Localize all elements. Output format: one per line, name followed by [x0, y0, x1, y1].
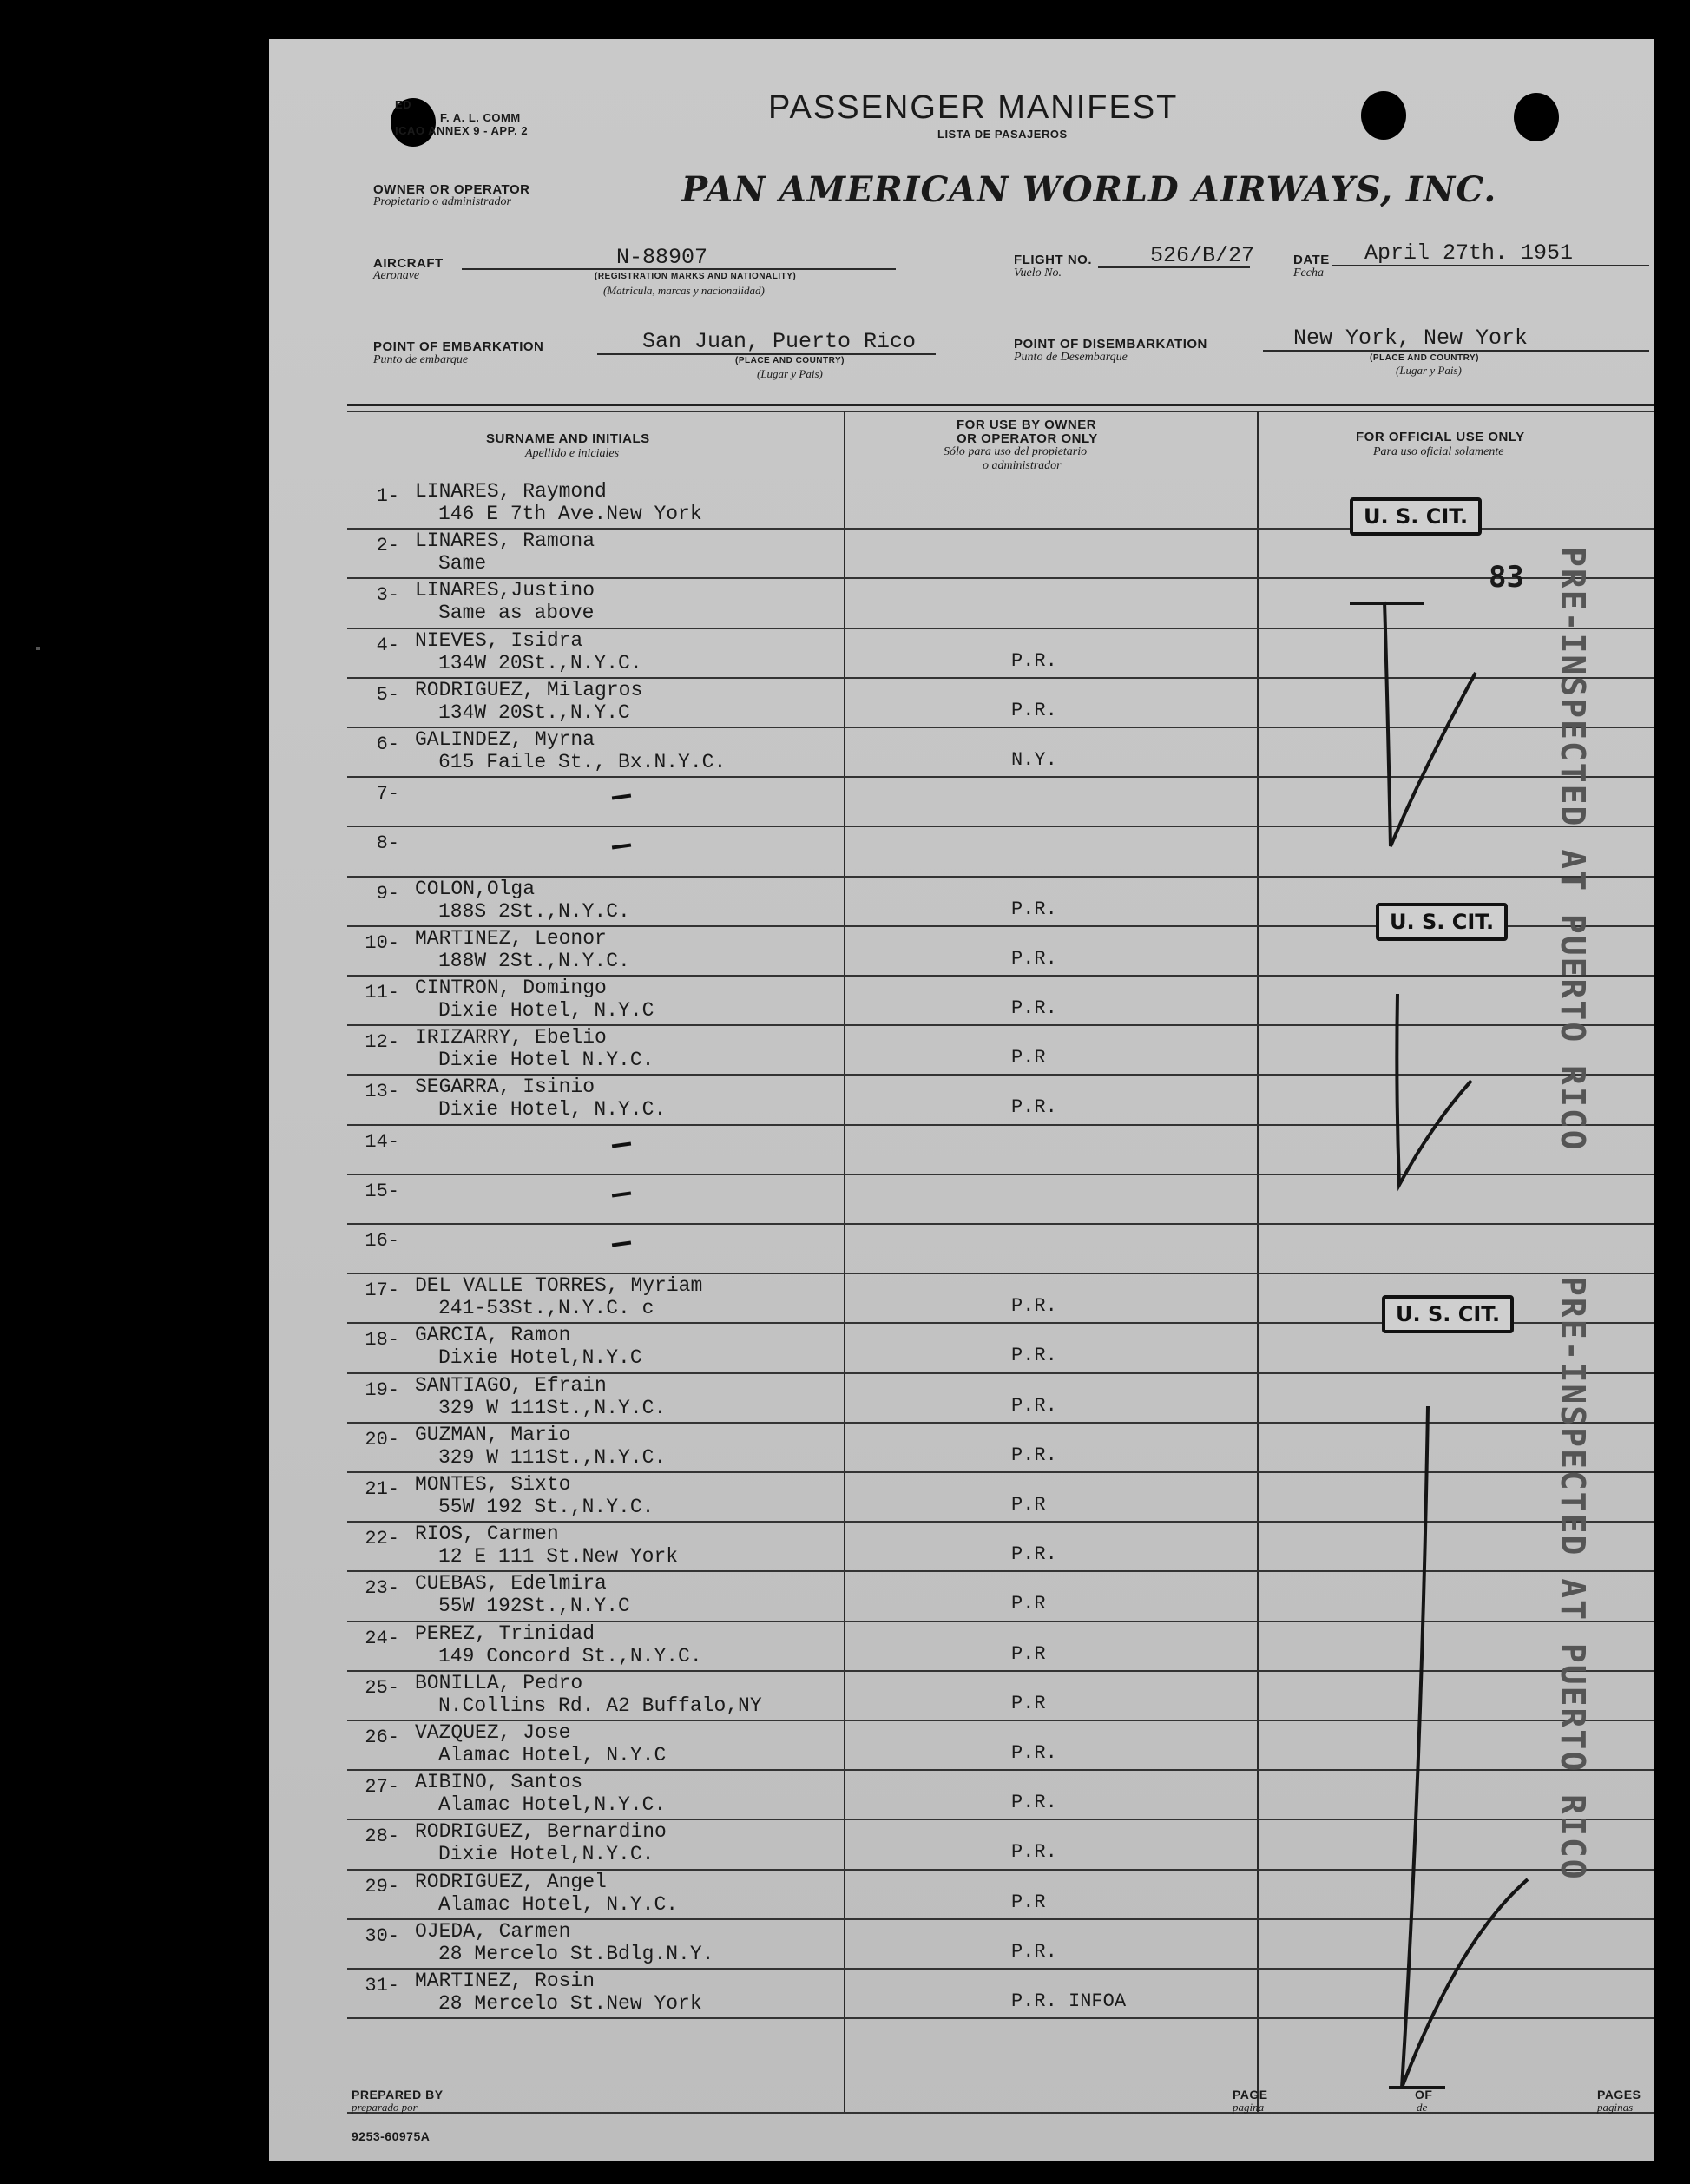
passenger-name: RODRIGUEZ, Milagros [415, 678, 643, 701]
passenger-name: RODRIGUEZ, Bernardino [415, 1820, 667, 1844]
operator-code: P.R [1011, 1891, 1046, 1913]
us-citizen-stamp: U. S. CIT. [1376, 903, 1508, 941]
passenger-address: 55W 192 St.,N.Y.C. [438, 1496, 654, 1518]
aircraft-note: (REGISTRATION MARKS AND NATIONALITY) [595, 272, 797, 281]
aircraft-label-es: Aeronave [373, 269, 420, 282]
operator-code: P.R [1011, 1593, 1046, 1615]
row-number: 29- [365, 1875, 399, 1898]
passenger-name: COLON,Olga [415, 877, 536, 900]
operator-code: P.R [1011, 1047, 1046, 1069]
operator-code: P.R. [1011, 699, 1057, 721]
row-number: 30- [365, 1924, 399, 1947]
row-number: 11- [365, 982, 399, 1003]
passenger-address: 615 Faile St., Bx.N.Y.C. [438, 751, 727, 773]
row-number: 12- [365, 1031, 399, 1054]
row-number: 2- [376, 535, 399, 557]
of-label-es: de [1417, 2101, 1428, 2114]
flight-value: 526/B/27 [1150, 243, 1255, 268]
passenger-address: 146 E 7th Ave.New York [438, 503, 702, 525]
page-subtitle: LISTA DE PASAJEROS [937, 128, 1068, 141]
aircraft-label: AIRCRAFT [373, 256, 444, 271]
row-number: 21- [365, 1478, 399, 1500]
operator-code: P.R. [1011, 1792, 1057, 1814]
row-number: 19- [365, 1378, 399, 1401]
passenger-address: 329 W 111St.,N.Y.C. [438, 1396, 667, 1419]
operator-code: P.R. [1011, 997, 1057, 1019]
prepared-by-label: PREPARED BY [352, 2088, 444, 2102]
passenger-address: 12 E 111 St.New York [438, 1545, 679, 1569]
passenger-name: MARTINEZ, Rosin [415, 1970, 595, 1992]
passenger-name: OJEDA, Carmen [415, 1919, 571, 1943]
of-label: OF [1415, 2088, 1433, 2102]
us-citizen-stamp: U. S. CIT. [1382, 1295, 1514, 1333]
passenger-name: NIEVES, Isidra [415, 628, 583, 652]
row-number: 13- [365, 1081, 399, 1103]
row-number: 8- [376, 832, 399, 855]
passenger-address: 134W 20St.,N.Y.C. [438, 651, 642, 674]
blank-row-dash [612, 1240, 631, 1247]
passenger-name: VAZQUEZ, Jose [415, 1721, 571, 1744]
approval-line-1: ED [395, 98, 412, 111]
row-number: 28- [365, 1825, 399, 1848]
passenger-address: 188W 2St.,N.Y.C. [438, 949, 630, 972]
embark-value: San Juan, Puerto Rico [642, 329, 917, 354]
col-operator-header-1: FOR USE BY OWNER [957, 418, 1097, 432]
owner-label-es: Propietario o administrador [373, 195, 511, 208]
operator-code: P.R. [1011, 1543, 1057, 1566]
scan-speck [36, 647, 40, 650]
passenger-address: Dixie Hotel,N.Y.C [438, 1346, 642, 1370]
passenger-address: 188S 2St.,N.Y.C. [438, 899, 630, 923]
passenger-address: Alamac Hotel, N.Y.C. [438, 1892, 679, 1916]
row-number: 22- [365, 1528, 399, 1550]
blank-row-dash [612, 1141, 631, 1148]
operator-code: P.R. [1011, 649, 1057, 672]
passenger-address: 134W 20St.,N.Y.C [438, 701, 630, 724]
aircraft-note-es: (Matricula, marcas y nacionalidad) [603, 284, 765, 297]
passenger-address: Same as above [438, 602, 595, 625]
operator-code: P.R. [1011, 1444, 1057, 1466]
col-operator-header-2: OR OPERATOR ONLY [957, 431, 1098, 446]
row-number: 6- [376, 733, 399, 755]
disembark-label: POINT OF DISEMBARKATION [1014, 337, 1207, 352]
passenger-name: DEL VALLE TORRES, Myriam [415, 1274, 703, 1298]
operator-code: P.R. [1011, 898, 1057, 920]
passenger-name: CINTRON, Domingo [415, 977, 607, 999]
row-number: 3- [376, 584, 399, 607]
owner-value: PAN AMERICAN WORLD AIRWAYS, INC. [681, 169, 1497, 210]
row-number: 16- [365, 1230, 399, 1252]
row-number: 15- [365, 1180, 399, 1202]
disembark-place-note-es: (Lugar y Pais) [1396, 364, 1462, 377]
passenger-address: Alamac Hotel,N.Y.C. [438, 1793, 667, 1817]
preinspected-stamp: PRE-INSPECTED AT PUERTO RICO [1554, 1276, 1592, 1881]
passenger-name: PEREZ, Trinidad [415, 1622, 595, 1645]
operator-code: P.R. [1011, 1394, 1057, 1417]
passenger-address: Dixie Hotel,N.Y.C. [438, 1843, 654, 1866]
row-number: 24- [365, 1627, 399, 1649]
page-label: PAGE [1233, 2088, 1268, 2102]
embark-place-note: (PLACE AND COUNTRY) [735, 356, 845, 365]
operator-code: N.Y. [1011, 749, 1057, 771]
passenger-name: AIBINO, Santos [415, 1771, 583, 1794]
passenger-name: LINARES,Justino [415, 579, 595, 602]
passenger-address: 329 W 111St.,N.Y.C. [438, 1445, 667, 1469]
row-number: 18- [365, 1329, 399, 1352]
row-number: 20- [365, 1428, 399, 1451]
passenger-name: RIOS, Carmen [415, 1523, 559, 1546]
flight-label: FLIGHT NO. [1014, 253, 1092, 267]
us-citizen-stamp: U. S. CIT. [1350, 497, 1482, 536]
col-official-header: FOR OFFICIAL USE ONLY [1356, 430, 1525, 444]
passenger-address: Dixie Hotel N.Y.C. [438, 1049, 654, 1072]
operator-code: P.R. [1011, 1345, 1057, 1367]
row-number: 27- [365, 1776, 399, 1799]
row-number: 9- [376, 882, 399, 905]
row-number: 1- [376, 485, 399, 507]
blank-row-dash [612, 794, 631, 800]
approval-line-2: F. A. L. COMM [440, 111, 521, 124]
operator-code: P.R. [1011, 947, 1057, 970]
preinspected-stamp: PRE-INSPECTED AT PUERTO RICO [1554, 547, 1592, 1152]
blank-row-dash [612, 1191, 631, 1197]
passenger-address: 28 Mercelo St.Bdlg.N.Y. [438, 1942, 714, 1965]
passenger-address: 55W 192St.,N.Y.C [438, 1595, 630, 1618]
operator-code: P.R. INFOA [1011, 1990, 1127, 2012]
passenger-name: IRIZARRY, Ebelio [415, 1026, 607, 1049]
operator-code: P.R. [1011, 1096, 1057, 1119]
operator-code: P.R. [1011, 1940, 1057, 1963]
approval-line-3: ICAO ANNEX 9 - APP. 2 [395, 124, 529, 137]
embark-label: POINT OF EMBARKATION [373, 339, 544, 354]
col-surname-header: SURNAME AND INITIALS [486, 431, 650, 446]
row-number: 4- [376, 634, 399, 656]
owner-label: OWNER OR OPERATOR [373, 182, 530, 197]
passenger-address: Same [438, 552, 487, 576]
operator-code: P.R [1011, 1692, 1046, 1714]
passenger-address: 28 Mercelo St.New York [438, 1992, 702, 2015]
passenger-name: MONTES, Sixto [415, 1473, 571, 1496]
page-label-es: pagina [1233, 2101, 1265, 2114]
passenger-address: Alamac Hotel, N.Y.C [438, 1744, 667, 1766]
official-checkmarks [1293, 551, 1658, 2131]
row-number: 14- [365, 1130, 399, 1153]
page-title: PASSENGER MANIFEST [768, 89, 1179, 126]
operator-code: P.R [1011, 1642, 1046, 1665]
row-number: 26- [365, 1727, 399, 1748]
punch-hole [1514, 93, 1559, 141]
passenger-name: GUZMAN, Mario [415, 1423, 571, 1446]
passenger-name: GARCIA, Ramon [415, 1324, 571, 1347]
embark-place-note-es: (Lugar y Pais) [757, 367, 823, 380]
row-number: 23- [365, 1577, 399, 1600]
handwritten-number: 83 [1489, 560, 1524, 595]
operator-code: P.R. [1011, 1295, 1057, 1318]
row-number: 25- [365, 1676, 399, 1699]
date-value: April 27th. 1951 [1364, 240, 1574, 266]
disembark-label-es: Punto de Desembarque [1014, 351, 1128, 364]
passenger-name: RODRIGUEZ, Angel [415, 1870, 607, 1893]
col-surname-header-es: Apellido e iniciales [525, 447, 620, 460]
passenger-name: MARTINEZ, Leonor [415, 926, 607, 950]
punch-hole [1361, 91, 1406, 140]
passenger-name: SANTIAGO, Efrain [415, 1373, 607, 1397]
row-number: 17- [365, 1279, 399, 1302]
form-code: 9253-60975A [352, 2129, 431, 2143]
passenger-name: BONILLA, Pedro [415, 1671, 583, 1694]
passenger-name: LINARES, Ramona [415, 530, 595, 553]
passenger-name: CUEBAS, Edelmira [415, 1572, 607, 1595]
date-label: DATE [1293, 253, 1330, 267]
prepared-by-label-es: preparado por [352, 2101, 418, 2114]
flight-label-es: Vuelo No. [1014, 266, 1062, 280]
col-operator-header-es-1: Sólo para uso del propietario [944, 445, 1088, 458]
row-number: 5- [376, 683, 399, 706]
passenger-address: Dixie Hotel, N.Y.C. [438, 1098, 667, 1122]
operator-code: P.R [1011, 1494, 1046, 1516]
date-label-es: Fecha [1293, 266, 1324, 280]
row-number: 10- [365, 931, 399, 954]
passenger-address: 149 Concord St.,N.Y.C. [438, 1644, 702, 1668]
passenger-name: LINARES, Raymond [415, 480, 607, 503]
operator-code: P.R. [1011, 1841, 1057, 1864]
col-operator-header-es-2: o administrador [983, 459, 1062, 472]
row-number: 7- [376, 783, 399, 806]
passenger-address: Dixie Hotel, N.Y.C [438, 999, 654, 1022]
pages-label: PAGES [1597, 2088, 1641, 2102]
form-approval-note [395, 98, 528, 137]
disembark-value: New York, New York [1293, 326, 1529, 351]
pages-label-es: paginas [1597, 2101, 1634, 2114]
col-official-header-es: Para uso oficial solamente [1373, 445, 1504, 458]
passenger-address: N.Collins Rd. A2 Buffalo,NY [438, 1694, 762, 1717]
disembark-place-note: (PLACE AND COUNTRY) [1370, 353, 1479, 363]
embark-label-es: Punto de embarque [373, 353, 469, 366]
manifest-sheet [269, 39, 1654, 2161]
row-number: 31- [365, 1975, 399, 1997]
blank-row-dash [612, 844, 631, 850]
passenger-name: SEGARRA, Isinio [415, 1076, 595, 1099]
passenger-name: GALINDEZ, Myrna [415, 728, 595, 751]
operator-code: P.R. [1011, 1742, 1057, 1764]
passenger-address: 241-53St.,N.Y.C. c [438, 1297, 654, 1320]
aircraft-value: N-88907 [616, 245, 708, 270]
